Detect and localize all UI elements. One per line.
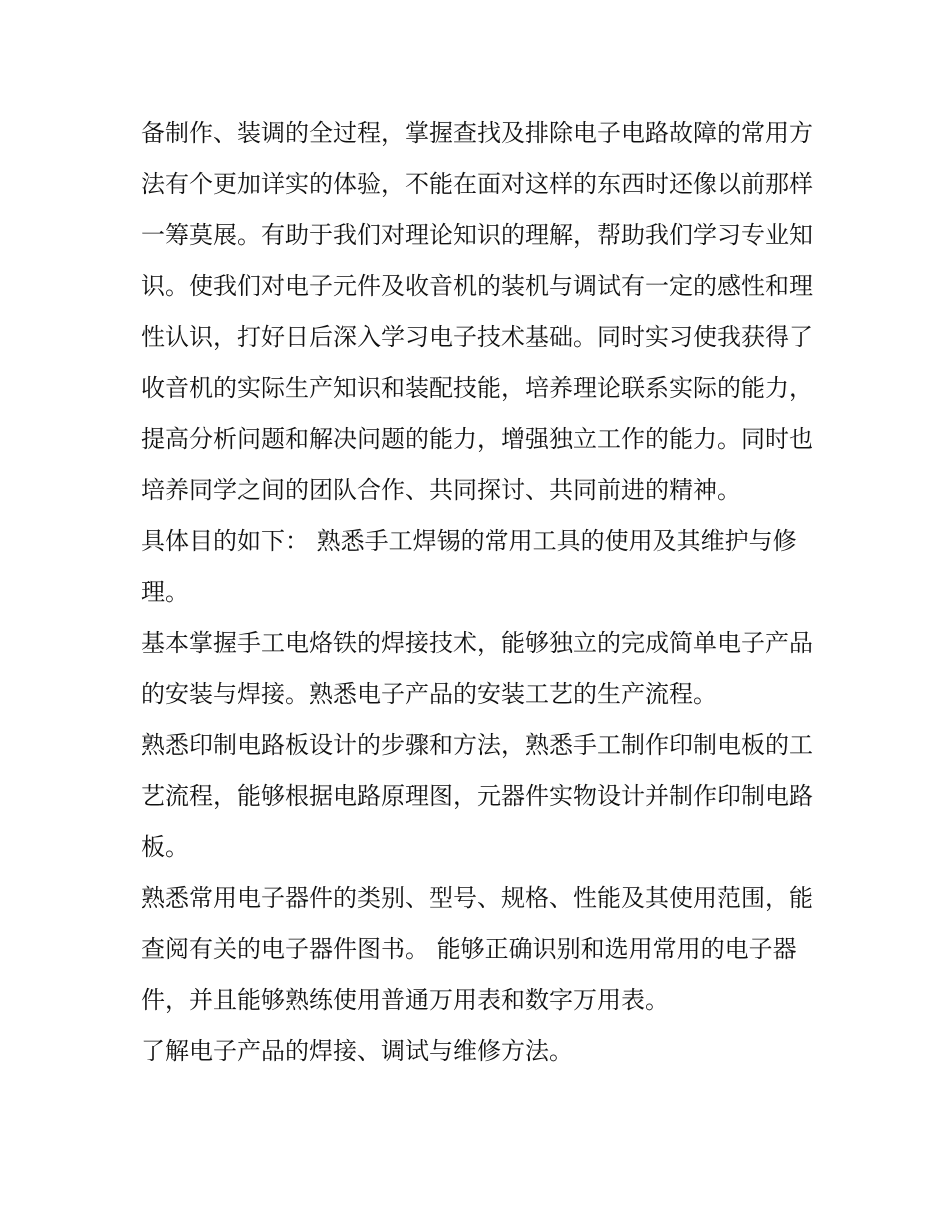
paragraph-components: 熟悉常用电子器件的类别、型号、规格、性能及其使用范围，能查阅有关的电子器件图书。 能够正确识别和选用常用的电子器件，并且能够熟练使用普通万用表和数字万用表。 <box>141 884 813 1014</box>
paragraph-pcb-design: 熟悉印制电路板设计的步骤和方法，熟悉手工制作印制电板的工艺流程，能够根据电路原理图，元器件实物设计并制作印制电路板。 <box>141 731 813 861</box>
paragraph-intro: 备制作、装调的全过程，掌握查找及排除电子电路故障的常用方法有个更加详实的体验，不能在面对这样的东西时还像以前那样一筹莫展。有助于我们对理论知识的理解，帮助我们学习专业知识。使我们对电子元件及收音机的装机与调试有一定的感性和理性认识，打好日后深入学习电子技术基础。同时实习使我获得了收音机的实际生产知识和装配技能，培养理论联系实际的能力，提高分析问题和解决问题的能力，增强独立工作的能力。同时也培养同学之间的团队合作、共同探讨、共同前进的精神。 <box>141 119 813 504</box>
paragraph-soldering-skill: 基本掌握手工电烙铁的焊接技术，能够独立的完成简单电子产品的安装与焊接。熟悉电子产品的安装工艺的生产流程。 <box>141 629 813 708</box>
paragraph-specific-goals: 具体目的如下： 熟悉手工焊锡的常用工具的使用及其维护与修理。 <box>141 527 797 606</box>
paragraph-repair-methods: 了解电子产品的焊接、调试与维修方法。 <box>141 1037 573 1065</box>
document-body <box>141 108 813 1077</box>
